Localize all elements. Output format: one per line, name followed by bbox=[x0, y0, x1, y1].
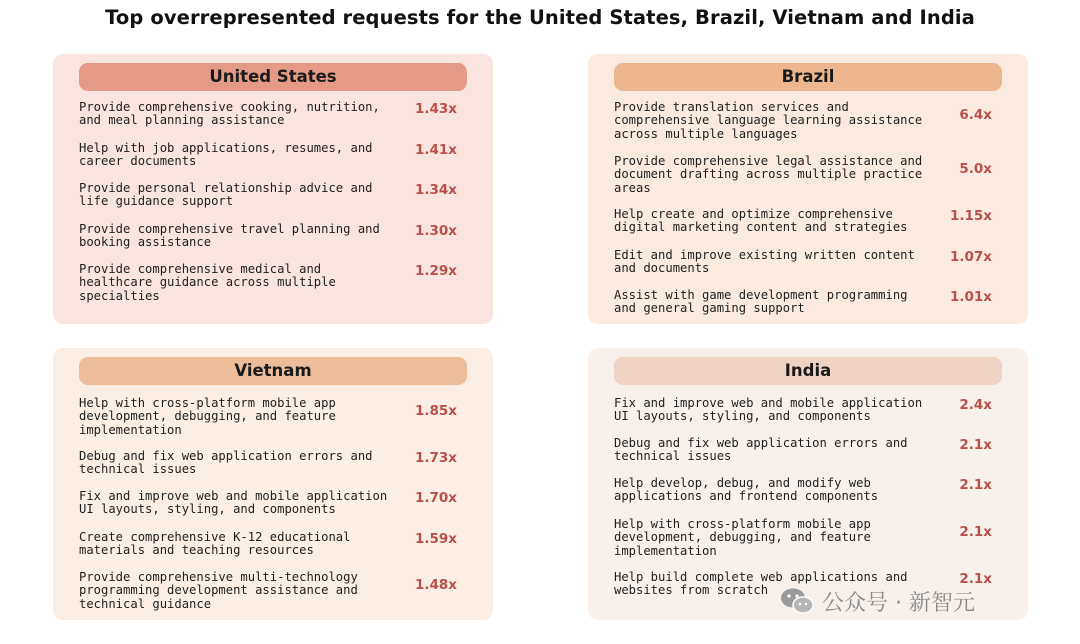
request-text: Help develop, debug, and modify web applications and frontend components bbox=[614, 476, 879, 504]
panel-brazil bbox=[588, 54, 1028, 324]
multiplier-value: 1.15x bbox=[949, 208, 992, 224]
multiplier-value: 1.70x bbox=[414, 490, 457, 506]
multiplier-value: 1.73x bbox=[414, 450, 457, 466]
request-text: Provide translation services and comprehensive language learning assistance across multiple languages bbox=[614, 100, 923, 141]
request-text: Help with cross-platform mobile app development, debugging, and feature implementation bbox=[614, 517, 871, 558]
multiplier-value: 1.48x bbox=[414, 577, 457, 593]
request-text: Provide comprehensive cooking, nutrition, and meal planning assistance bbox=[79, 100, 380, 128]
request-text: Help create and optimize comprehensive digital marketing content and strategies bbox=[614, 207, 908, 235]
panel-united-states bbox=[53, 54, 493, 324]
multiplier-value: 1.29x bbox=[414, 263, 457, 279]
request-text: Fix and improve web and mobile application UI layouts, styling, and components bbox=[79, 489, 388, 517]
multiplier-value: 1.30x bbox=[414, 223, 457, 239]
multiplier-value: 2.1x bbox=[959, 524, 992, 540]
multiplier-value: 6.4x bbox=[959, 107, 992, 123]
panel-header-india: India bbox=[614, 357, 1002, 385]
panel-vietnam bbox=[53, 348, 493, 620]
multiplier-value: 2.1x bbox=[959, 477, 992, 493]
multiplier-value: 2.1x bbox=[959, 437, 992, 453]
request-text: Debug and fix web application errors and technical issues bbox=[79, 449, 373, 477]
request-text: Provide comprehensive medical and healthcare guidance across multiple specialties bbox=[79, 262, 336, 303]
request-text: Edit and improve existing written content and documents bbox=[614, 248, 915, 276]
watermark-text: 公众号 · 新智元 bbox=[822, 590, 975, 616]
request-text: Provide personal relationship advice and life guidance support bbox=[79, 181, 373, 209]
multiplier-value: 1.59x bbox=[414, 531, 457, 547]
panel-header-united-states: United States bbox=[79, 63, 467, 91]
multiplier-value: 2.4x bbox=[959, 397, 992, 413]
watermark bbox=[780, 585, 1060, 617]
request-text: Provide comprehensive travel planning and booking assistance bbox=[79, 222, 380, 250]
request-text: Help with cross-platform mobile app development, debugging, and feature implementation bbox=[79, 396, 336, 437]
multiplier-value: 5.0x bbox=[959, 161, 992, 177]
wechat-icon bbox=[780, 587, 814, 615]
panel-header-vietnam: Vietnam bbox=[79, 357, 467, 385]
request-text: Assist with game development programming and general gaming support bbox=[614, 288, 908, 316]
request-text: Debug and fix web application errors and technical issues bbox=[614, 436, 908, 464]
multiplier-value: 1.07x bbox=[949, 249, 992, 265]
panel-header-brazil: Brazil bbox=[614, 63, 1002, 91]
request-text: Provide comprehensive multi-technology programming development assistance and technical guidance bbox=[79, 570, 358, 611]
multiplier-value: 1.43x bbox=[414, 101, 457, 117]
chart-title: Top overrepresented requests for the United States, Brazil, Vietnam and India bbox=[105, 6, 975, 29]
request-text: Fix and improve web and mobile application UI layouts, styling, and components bbox=[614, 396, 923, 424]
multiplier-value: 1.41x bbox=[414, 142, 457, 158]
request-text: Provide comprehensive legal assistance and document drafting across multiple practice areas bbox=[614, 154, 923, 195]
multiplier-value: 1.85x bbox=[414, 403, 457, 419]
multiplier-value: 1.34x bbox=[414, 182, 457, 198]
request-text: Help with job applications, resumes, and career documents bbox=[79, 141, 373, 169]
multiplier-value: 2.1x bbox=[959, 571, 992, 587]
multiplier-value: 1.01x bbox=[949, 289, 992, 305]
request-text: Help build complete web applications and websites from scratch bbox=[614, 570, 908, 598]
panel-india bbox=[588, 348, 1028, 620]
request-text: Create comprehensive K-12 educational materials and teaching resources bbox=[79, 530, 351, 558]
